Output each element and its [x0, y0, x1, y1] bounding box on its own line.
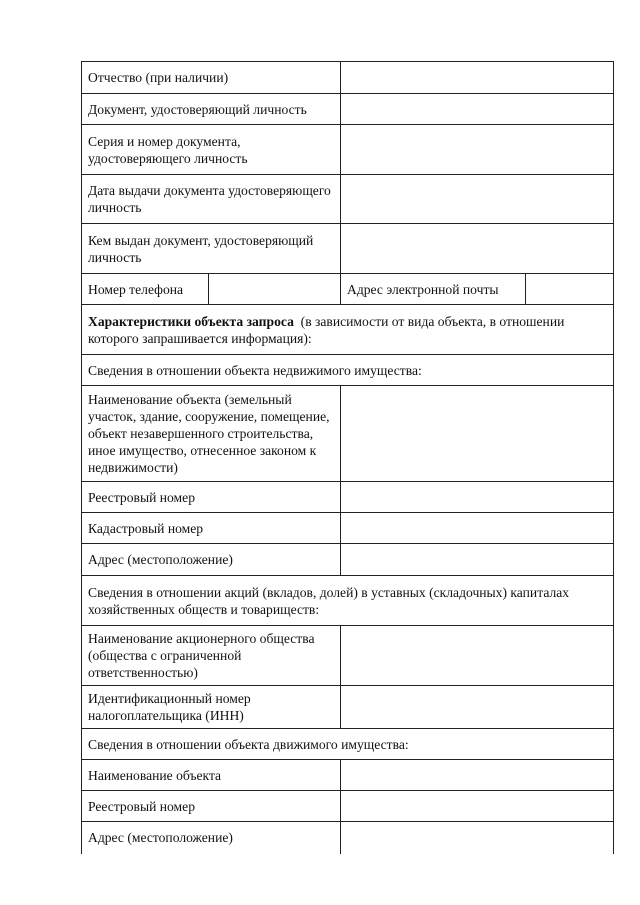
object-characteristics-note: (в зависимости от вида объекта, в отношении которого запрашивается информация): [88, 313, 565, 346]
row-object-characteristics [82, 305, 614, 355]
label-real-estate-address: Адрес (местоположение) [82, 544, 341, 576]
label-company-name: Наименование акционерного общества (общества с ограниченной ответственностью) [82, 626, 341, 686]
label-doc-issue-date: Дата выдачи документа удостоверяющего личность [82, 175, 341, 224]
field-patronymic[interactable] [341, 62, 614, 94]
row-movable-heading [82, 729, 614, 760]
field-movable-object-name[interactable] [341, 760, 614, 791]
label-doc-series-number: Серия и номер документа, удостоверяющего личность [82, 125, 341, 175]
label-id-document: Документ, удостоверяющий личность [82, 94, 341, 125]
label-phone: Номер телефона [82, 274, 209, 305]
label-inn: Идентификационный номер налогоплательщика (ИНН) [82, 686, 341, 729]
field-company-name[interactable] [341, 626, 614, 686]
field-doc-issue-date[interactable] [341, 175, 614, 224]
row-movable-object-name [82, 760, 614, 791]
field-phone[interactable] [209, 274, 341, 305]
field-real-estate-object-name[interactable] [341, 386, 614, 482]
label-movable-object-name: Наименование объекта [82, 760, 341, 791]
label-doc-issued-by: Кем выдан документ, удостоверяющий личность [82, 224, 341, 274]
row-real-estate-object-name [82, 386, 614, 482]
row-real-estate-address [82, 544, 614, 576]
row-inn [82, 686, 614, 729]
field-movable-address[interactable] [341, 822, 614, 854]
label-real-estate-registry-number: Реестровый номер [82, 482, 341, 513]
field-cadastral-number[interactable] [341, 513, 614, 544]
label-email: Адрес электронной почты [341, 274, 526, 305]
label-patronymic: Отчество (при наличии) [82, 62, 341, 94]
real-estate-heading: Сведения в отношении объекта недвижимого имущества: [82, 355, 614, 386]
object-characteristics-title: Характеристики объекта запроса [88, 313, 294, 329]
row-doc-issued-by [82, 224, 614, 274]
label-movable-registry-number: Реестровый номер [82, 791, 341, 822]
field-email[interactable] [526, 274, 614, 305]
field-real-estate-registry-number[interactable] [341, 482, 614, 513]
row-patronymic [82, 62, 614, 94]
row-doc-issue-date [82, 175, 614, 224]
row-contacts [82, 274, 614, 305]
row-cadastral-number [82, 513, 614, 544]
row-movable-registry-number [82, 791, 614, 822]
label-cadastral-number: Кадастровый номер [82, 513, 341, 544]
label-real-estate-object-name: Наименование объекта (земельный участок, здание, сооружение, помещение, объект незавершенного строительства, иное имущество, отнесенное законом к недвижимости) [82, 386, 341, 482]
row-movable-address [82, 822, 614, 854]
field-real-estate-address[interactable] [341, 544, 614, 576]
shares-heading: Сведения в отношении акций (вкладов, долей) в уставных (складочных) капиталах хозяйственных обществ и товариществ: [82, 576, 614, 626]
row-real-estate-registry-number [82, 482, 614, 513]
object-characteristics-heading [82, 305, 614, 355]
row-real-estate-heading [82, 355, 614, 386]
label-movable-address: Адрес (местоположение) [82, 822, 341, 854]
field-id-document[interactable] [341, 94, 614, 125]
field-inn[interactable] [341, 686, 614, 729]
request-form-table [81, 61, 614, 854]
movable-heading: Сведения в отношении объекта движимого имущества: [82, 729, 614, 760]
field-doc-issued-by[interactable] [341, 224, 614, 274]
field-movable-registry-number[interactable] [341, 791, 614, 822]
row-id-document [82, 94, 614, 125]
row-company-name [82, 626, 614, 686]
row-doc-series-number [82, 125, 614, 175]
row-shares-heading [82, 576, 614, 626]
field-doc-series-number[interactable] [341, 125, 614, 175]
